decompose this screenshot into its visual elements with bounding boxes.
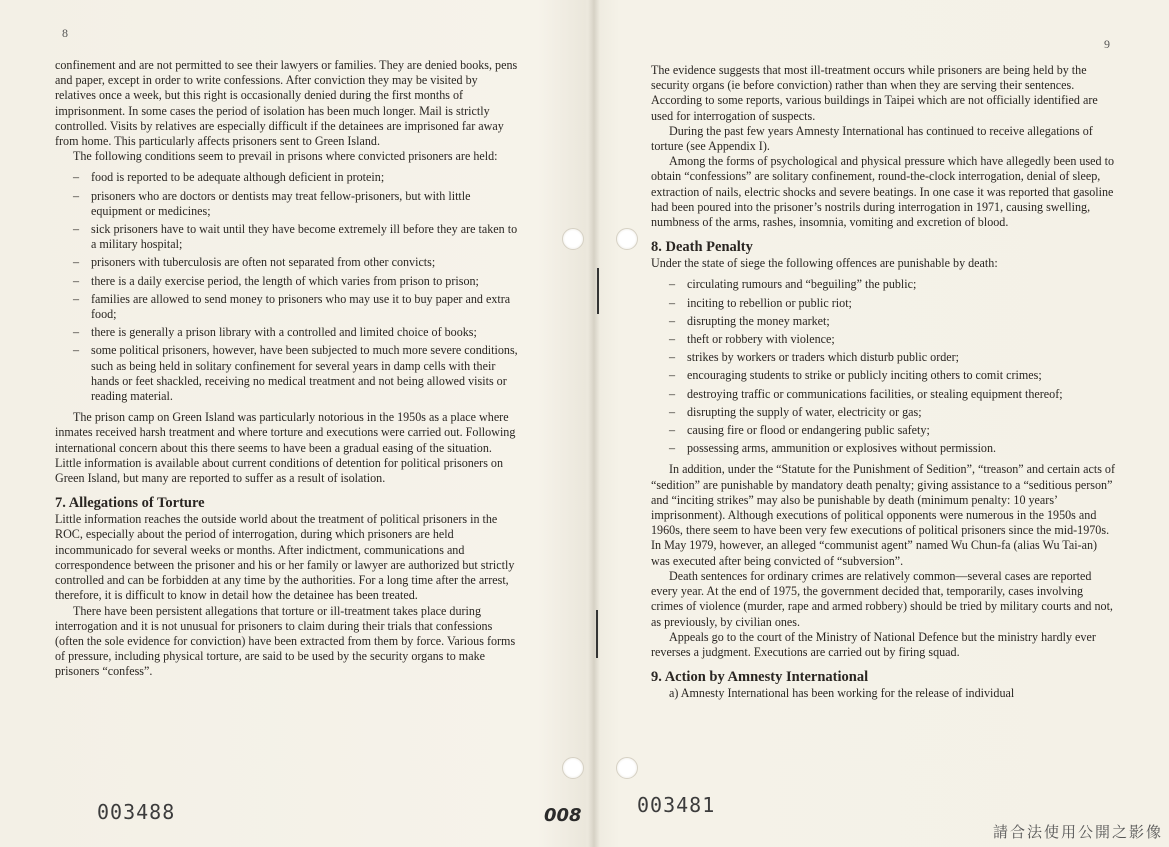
list-item: – prisoners with tuberculosis are often not separated from other convicts; (73, 255, 436, 270)
paragraph: Little information reaches the outside world about the treatment of political prisoners in the ROC, especially about the period of interrogation, during which prisoners are held incommunicado for several weeks or months. After indictment, communications and correspondence between the prisoner and his or her family or lawyer are authorized but strictly controlled and can be forbidden at any time by the authorities. For a long time after the arrest, therefore, it is difficult to know in detail how the detainee has been treated. (55, 512, 515, 603)
paragraph: The evidence suggests that most ill-treatment occurs while prisoners are being held by the security organs (ie before conviction) rather than when they are serving their sentences. According to some reports, various buildings in Taipei which are not officially identified are used for interrogation of suspects. (651, 63, 1098, 123)
handwritten-page-note: 008 (544, 805, 582, 826)
paragraph: The prison camp on Green Island was particularly notorious in the 1950s as a place where inmates received harsh treatment and where torture and executions were carried out. Following international concern about this there seems to have been a gradual easing of the situation. Little information is available about current conditions of detention for political prisoners on Green Island, but many are reported to suffer as a result of isolation. (55, 410, 516, 486)
right-page (600, 0, 1169, 847)
page-number: 9 (1104, 37, 1110, 51)
right-page-body (651, 63, 1115, 701)
list-item: – families are allowed to send money to prisoners who may use it to buy paper and extra food; (73, 291, 511, 322)
list-item: – possessing arms, ammunition or explosives without permission. (669, 441, 997, 456)
list-item: – sick prisoners have to wait until they have become extremely ill before they are taken to a military hospital; (73, 222, 518, 252)
archive-stamp-number: 003481 (637, 793, 716, 817)
list-item: – some political prisoners, however, have been subjected to much more severe conditions, such as being held in solitary confinement for several years in damp cells with their hands or feet shackled, receiving no medical treatment and not being allowed visits or reading material. (73, 343, 518, 404)
paragraph: Under the state of siege the following offences are punishable by death: (651, 256, 998, 271)
page-number: 8 (62, 26, 68, 40)
section-heading: 9. Action by Amnesty International (651, 669, 869, 686)
list-item: – causing fire or flood or endangering public safety; (669, 423, 930, 438)
paragraph: a) Amnesty International has been working for the release of individual (669, 686, 1015, 701)
list-item: – encouraging students to strike or publicly inciting others to comit crimes; (669, 368, 1042, 383)
list-item: – disrupting the money market; (669, 313, 830, 328)
left-page-body (55, 58, 521, 680)
paragraph: Appeals go to the court of the Ministry of National Defence but the ministry hardly ever reverses a judgment. Executions are carried out by firing squad. (651, 629, 1096, 659)
list-item: – there is generally a prison library with a controlled and limited choice of books; (73, 325, 477, 340)
list-item: – prisoners who are doctors or dentists may treat fellow-prisoners, but with little equipment or medicines; (73, 188, 471, 218)
list-item: – theft or robbery with violence; (669, 332, 835, 347)
section-heading: 8. Death Penalty (651, 239, 753, 256)
list-item: – food is reported to be adequate although deficient in protein; (73, 170, 385, 185)
paragraph: Death sentences for ordinary crimes are relatively common—several cases are reported every year. At the end of 1975, the government decided that, temporarily, cases involving crimes of violence (murder, rape and armed robbery) should be tried by military courts and not, as previously, by civilian ones. (651, 568, 1113, 629)
conditions-list (55, 170, 521, 404)
list-item: – circulating rumours and “beguiling” the public; (669, 277, 917, 292)
book-gutter (588, 0, 600, 847)
list-item: – destroying traffic or communications facilities, or stealing equipment thereof; (669, 386, 1063, 401)
paragraph: Among the forms of psychological and physical pressure which have allegedly been used to obtain “confessions” are solitary confinement, round-the-clock interrogation, denial of sleep, extraction of nails, electric shocks and severe beatings. In one case it was reported that gasoline had been poured into the prisoner’s nostrils during interrogation in 1971, causing swelling, numbness of the arms, rashes, insomnia, vomiting and excretion of blood. (651, 154, 1114, 230)
list-item: – strikes by workers or traders which disturb public order; (669, 350, 960, 365)
list-item: – inciting to rebellion or public riot; (669, 295, 852, 310)
staple-mark (597, 268, 599, 314)
list-item: – there is a daily exercise period, the length of which varies from prison to prison; (73, 273, 479, 288)
paragraph: confinement and are not permitted to see their lawyers or families. They are denied books, pens and paper, except in order to write confessions. After conviction they may be visited by relatives once a week, but this right is occasionally denied during the first months of imprisonment. In some cases the period of isolation has been much longer. Mail is strictly controlled. Visits by relatives are especially difficult if the detainees are imprisoned far away from home. This particularly affects prisoners sent to Green Island. (55, 58, 518, 149)
archive-stamp-number: 003488 (97, 800, 176, 824)
list-item: – disrupting the supply of water, electricity or gas; (669, 404, 922, 419)
paragraph: There have been persistent allegations that torture or ill-treatment takes place during interrogation and it is not unusual for prisoners to claim during their trials that confessions (often the sole evidence for conviction) have been extracted from them by force. Various forms of pressure, including physical torture, are said to be used by the security organs to make prisoners “confess”. (55, 603, 516, 679)
paragraph: During the past few years Amnesty International has continued to receive allegations of torture (see Appendix I). (651, 123, 1093, 154)
paragraph: The following conditions seem to prevail in prisons where convicted prisoners are held: (73, 149, 498, 164)
section-heading: 7. Allegations of Torture (55, 495, 205, 512)
staple-mark (596, 610, 598, 658)
watermark-notice: 請合法使用公開之影像 (992, 823, 1163, 841)
offences-list (651, 277, 1115, 456)
paragraph: In addition, under the “Statute for the Punishment of Sedition”, “treason” and certain acts of “sedition” are punishable by mandatory death penalty; giving assistance to a “seditious person” and “inciting strikes” may also be punishable by death (minimum penalty: 10 years’ imprisonment). Although executions of political opponents were numerous in the 1950s and 1960s, there seem to have been very few executions of political prisoners since the mid-1970s. In May 1979, however, an alleged “communist agent” named Wu Chun-fa (alias Wu Tai-an) was executed after being convicted of “subversion”. (651, 462, 1115, 568)
